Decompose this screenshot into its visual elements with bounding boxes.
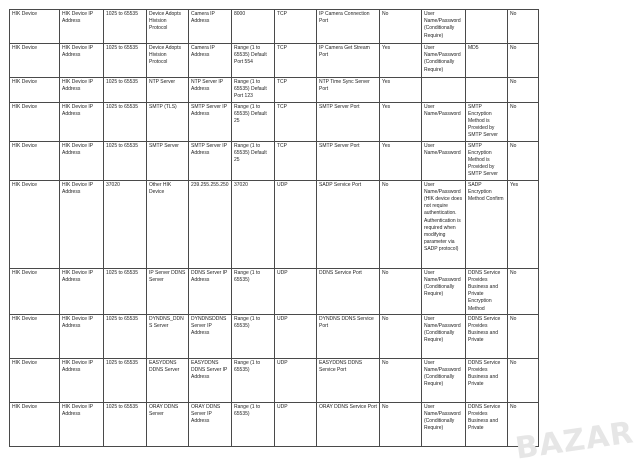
port-mapping-table — [9, 9, 539, 447]
required-cell: Yes — [380, 44, 422, 78]
encryption-cell: DDNS Service Provides Business and Private Encryption Method — [466, 268, 508, 314]
protocol-cell: UDP — [275, 314, 317, 358]
authentication-cell — [422, 78, 466, 103]
source-port-cell: 1025 to 65535 — [104, 78, 147, 103]
source-port-cell: 1025 to 65535 — [104, 358, 147, 402]
port-description-cell: DYNDNS DDNS Service Port — [317, 314, 380, 358]
source-port-cell: 1025 to 65535 — [104, 402, 147, 446]
encryption-cell — [466, 10, 508, 44]
port-description-cell: NTP Time Sync Server Port — [317, 78, 380, 103]
destination-ip-cell: 239.255.255.250 — [189, 180, 232, 268]
source-ip-cell: HIK Device IP Address — [60, 44, 104, 78]
protocol-cell: UDP — [275, 358, 317, 402]
destination-device-cell: SMTP (TLS) — [147, 102, 189, 141]
source-port-cell: 1025 to 65535 — [104, 44, 147, 78]
protocol-cell: TCP — [275, 102, 317, 141]
device-type-cell: HIK Device — [10, 314, 60, 358]
authentication-cell: User Name/Password (Conditionally Require) — [422, 268, 466, 314]
destination-port-cell: Range (1 to 65535) — [232, 268, 275, 314]
encryption-cell: DDNS Service Provides Business and Private — [466, 358, 508, 402]
source-port-cell: 1025 to 65535 — [104, 102, 147, 141]
destination-device-cell: NTP Server — [147, 78, 189, 103]
table-row — [10, 314, 539, 358]
destination-device-cell: Device Adopts Hivision Protocol — [147, 10, 189, 44]
device-type-cell: HIK Device — [10, 358, 60, 402]
destination-port-cell: 8000 — [232, 10, 275, 44]
table-row — [10, 44, 539, 78]
table-row — [10, 102, 539, 141]
table-row — [10, 358, 539, 402]
device-type-cell: HIK Device — [10, 102, 60, 141]
destination-ip-cell: NTP Server IP Address — [189, 78, 232, 103]
destination-device-cell: Device Adopts Hivision Protocol — [147, 44, 189, 78]
authentication-cell: User Name/Password (Conditionally Require) — [422, 402, 466, 446]
required-cell: No — [380, 402, 422, 446]
required-cell: No — [380, 314, 422, 358]
device-type-cell: HIK Device — [10, 180, 60, 268]
destination-ip-cell: DDNS Server IP Address — [189, 268, 232, 314]
device-type-cell: HIK Device — [10, 78, 60, 103]
protocol-cell: TCP — [275, 141, 317, 180]
required-cell: No — [380, 268, 422, 314]
destination-device-cell: Other HIK Device — [147, 180, 189, 268]
source-port-cell: 1025 to 65535 — [104, 314, 147, 358]
table-row — [10, 268, 539, 314]
required-cell: No — [380, 180, 422, 268]
source-ip-cell: HIK Device IP Address — [60, 314, 104, 358]
destination-ip-cell: Camera IP Address — [189, 44, 232, 78]
device-type-cell: HIK Device — [10, 10, 60, 44]
protocol-cell: TCP — [275, 78, 317, 103]
port-description-cell: SADP Service Port — [317, 180, 380, 268]
optional-cell: No — [508, 141, 539, 180]
source-port-cell: 1025 to 65535 — [104, 141, 147, 180]
port-description-cell: SMTP Server Port — [317, 141, 380, 180]
authentication-cell: User Name/Password (Conditionally Require) — [422, 44, 466, 78]
source-ip-cell: HIK Device IP Address — [60, 102, 104, 141]
device-type-cell: HIK Device — [10, 402, 60, 446]
source-ip-cell: HIK Device IP Address — [60, 10, 104, 44]
optional-cell: No — [508, 78, 539, 103]
port-description-cell: IP Camera Connection Port — [317, 10, 380, 44]
authentication-cell: User Name/Password (Conditionally Require) — [422, 10, 466, 44]
optional-cell: No — [508, 44, 539, 78]
destination-port-cell: 37020 — [232, 180, 275, 268]
device-type-cell: HIK Device — [10, 44, 60, 78]
source-port-cell: 1025 to 65535 — [104, 268, 147, 314]
protocol-cell: TCP — [275, 44, 317, 78]
destination-ip-cell: ORAY DDNS Server IP Address — [189, 402, 232, 446]
optional-cell: No — [508, 402, 539, 446]
encryption-cell: SMTP Encryption Method is Provided by SMTP Server — [466, 102, 508, 141]
protocol-cell: TCP — [275, 10, 317, 44]
table-row — [10, 402, 539, 446]
port-description-cell: SMTP Server Port — [317, 102, 380, 141]
destination-port-cell: Range (1 to 65535) — [232, 402, 275, 446]
required-cell: Yes — [380, 78, 422, 103]
source-ip-cell: HIK Device IP Address — [60, 402, 104, 446]
protocol-cell: UDP — [275, 180, 317, 268]
source-ip-cell: HIK Device IP Address — [60, 78, 104, 103]
optional-cell: Yes — [508, 180, 539, 268]
source-ip-cell: HIK Device IP Address — [60, 180, 104, 268]
destination-device-cell: IP Server DDNS Server — [147, 268, 189, 314]
device-type-cell: HIK Device — [10, 141, 60, 180]
source-ip-cell: HIK Device IP Address — [60, 141, 104, 180]
protocol-cell: UDP — [275, 402, 317, 446]
required-cell: No — [380, 358, 422, 402]
port-description-cell: EASYDDNS DDNS Service Port — [317, 358, 380, 402]
required-cell: Yes — [380, 102, 422, 141]
table-body — [10, 10, 539, 447]
destination-ip-cell: DYNDNSDDNS Server IP Address — [189, 314, 232, 358]
destination-port-cell: Range (1 to 65535) — [232, 314, 275, 358]
required-cell: Yes — [380, 141, 422, 180]
encryption-cell — [466, 78, 508, 103]
optional-cell: No — [508, 10, 539, 44]
authentication-cell: User Name/Password — [422, 102, 466, 141]
watermark-logo: BAZAR — [513, 415, 636, 467]
encryption-cell: DDNS Service Provides Business and Private — [466, 314, 508, 358]
destination-ip-cell: SMTP Server IP Address — [189, 102, 232, 141]
optional-cell: No — [508, 314, 539, 358]
destination-device-cell: ORAY DDNS Server — [147, 402, 189, 446]
table-row — [10, 10, 539, 44]
table-row — [10, 141, 539, 180]
optional-cell: No — [508, 268, 539, 314]
authentication-cell: User Name/Password (Conditionally Require) — [422, 314, 466, 358]
port-description-cell: IP Camera Get Stream Port — [317, 44, 380, 78]
source-port-cell: 1025 to 65535 — [104, 10, 147, 44]
table-row — [10, 180, 539, 268]
protocol-cell: UDP — [275, 268, 317, 314]
source-port-cell: 37020 — [104, 180, 147, 268]
destination-device-cell: EASYDDNS DDNS Server — [147, 358, 189, 402]
destination-device-cell: DYNDNS_DDNS Server — [147, 314, 189, 358]
encryption-cell: DDNS Service Provides Business and Private — [466, 402, 508, 446]
source-ip-cell: HIK Device IP Address — [60, 268, 104, 314]
destination-port-cell: Range (1 to 65535) Default Port 123 — [232, 78, 275, 103]
required-cell: No — [380, 10, 422, 44]
port-description-cell: DDNS Service Port — [317, 268, 380, 314]
authentication-cell: User Name/Password (HIK device does not require authentication. Authentication is required when modifying parameter via SADP protocol) — [422, 180, 466, 268]
source-ip-cell: HIK Device IP Address — [60, 358, 104, 402]
encryption-cell: MD5 — [466, 44, 508, 78]
destination-port-cell: Range (1 to 65535) — [232, 358, 275, 402]
destination-ip-cell: SMTP Server IP Address — [189, 141, 232, 180]
table-row — [10, 78, 539, 103]
destination-device-cell: SMTP Server — [147, 141, 189, 180]
encryption-cell: SMTP Encryption Method is Provided by SMTP Server — [466, 141, 508, 180]
destination-ip-cell: Camera IP Address — [189, 10, 232, 44]
device-type-cell: HIK Device — [10, 268, 60, 314]
port-description-cell: ORAY DDNS Service Port — [317, 402, 380, 446]
authentication-cell: User Name/Password (Conditionally Require) — [422, 358, 466, 402]
destination-port-cell: Range (1 to 65535) Default 25 — [232, 102, 275, 141]
optional-cell: No — [508, 358, 539, 402]
destination-ip-cell: EASYDDNS DDNS Server IP Address — [189, 358, 232, 402]
optional-cell: No — [508, 102, 539, 141]
destination-port-cell: Range (1 to 65535) Default 25 — [232, 141, 275, 180]
destination-port-cell: Range (1 to 65535) Default Port 554 — [232, 44, 275, 78]
encryption-cell: SADP Encryption Method Confirm — [466, 180, 508, 268]
authentication-cell: User Name/Password — [422, 141, 466, 180]
